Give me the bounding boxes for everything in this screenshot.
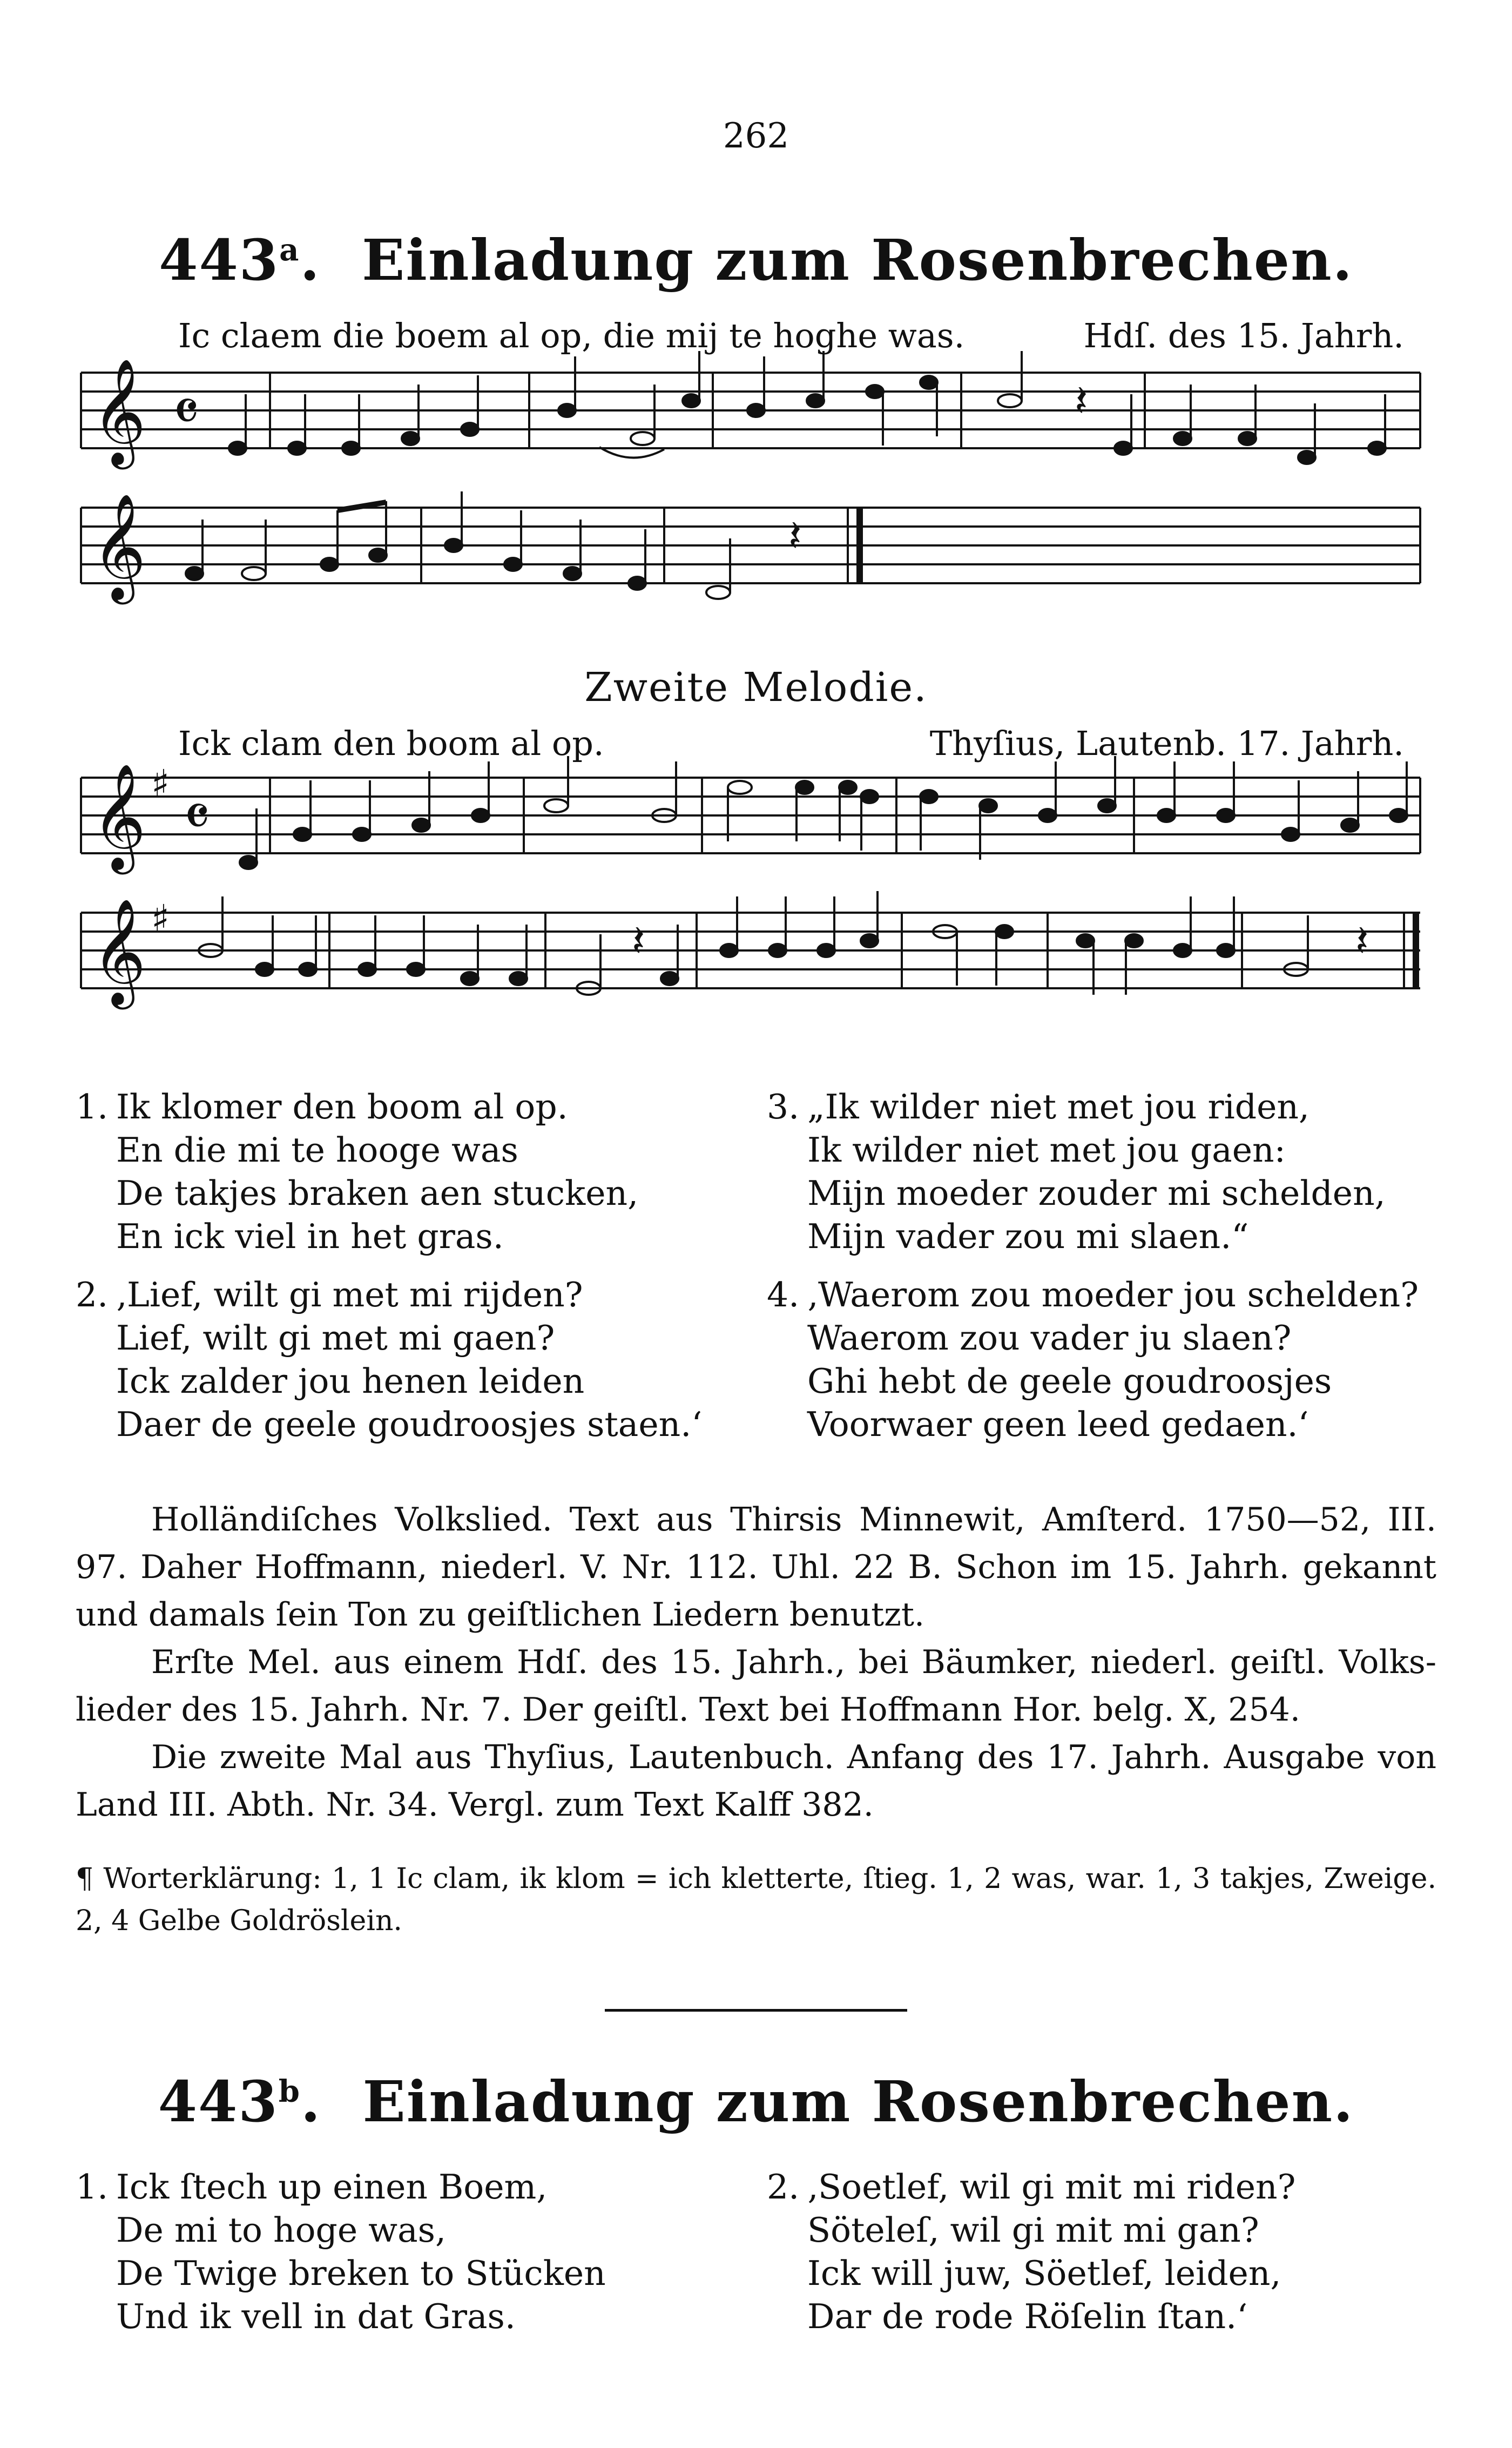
verses-right-443a bbox=[767, 1085, 1447, 1446]
melody2-incipit: Ick clam den boom al op. bbox=[178, 724, 604, 763]
melody1-incipit: Ic claem die boem al op, die mij te hoghe was. bbox=[178, 316, 965, 355]
song-title-text: Einladung zum Rosenbrechen. bbox=[362, 227, 1353, 293]
melody2-heading: Zweite Melodie. bbox=[584, 664, 928, 711]
svg-text:𝄽: 𝄽 bbox=[1355, 916, 1369, 966]
rest-icon: 𝄽 bbox=[1075, 376, 1088, 426]
svg-text:𝄞: 𝄞 bbox=[92, 493, 146, 600]
commentary-paragraph-1: Holländiſches Volkslied. Text aus Thirsis Minnewit, Amſterd. 1750—52, III. 97. Daher Hoffmann, niederl. V. Nr. 112. Uhl. 22 B. Schon im 15. Jahrh. gekannt und damals ſein Ton zu geiſtlichen Liedern benutzt. bbox=[76, 1501, 1436, 1634]
verse-3: 3. „Ik wilder niet met jou riden, Ik wilder niet met jou gaen: Mijn moeder zouder mi schelden, Mijn vader zou mi slaen.“ bbox=[767, 1087, 1386, 1256]
song-title-443a: 443$^a$. Einladung zum Rosenbrechen. bbox=[159, 227, 1353, 293]
svg-text:𝄴: 𝄴 bbox=[184, 782, 211, 851]
song-suffix: b bbox=[278, 2074, 301, 2109]
svg-text:𝄞: 𝄞 bbox=[92, 898, 146, 1005]
melody1-source: Hdſ. des 15. Jahrh. bbox=[1083, 316, 1404, 355]
glossary: ¶ Worterklärung: 1, 1 Ic clam, ik klom = ich kletterte, ſtieg. 1, 2 was, war. 1, 3 takjes, Zweige. 2, 4 Gelbe Goldröslein. bbox=[76, 1863, 1436, 1937]
section-divider bbox=[605, 2009, 907, 2012]
verse-1: 1. Ik klomer den boom al op. En die mi te hooge was De takjes braken aen stucken, En ick viel in het gras. bbox=[76, 1087, 639, 1256]
page-number: 262 bbox=[723, 116, 789, 156]
song-number: 443 bbox=[159, 227, 280, 293]
svg-text:𝄽: 𝄽 bbox=[632, 916, 645, 966]
commentary-paragraph-3: Die zweite Mal aus Thyſius, Lautenbuch. Anfang des 17. Jahrh. Ausgabe von Land III. Abth. Nr. 34. Vergl. zum Text Kalff 382. bbox=[76, 1738, 1436, 1824]
treble-clef-icon: 𝄞 bbox=[92, 358, 146, 465]
verses-left-443b bbox=[76, 2166, 724, 2338]
common-time-icon: 𝄴 bbox=[173, 377, 200, 446]
song-title-text: Einladung zum Rosenbrechen. bbox=[362, 2068, 1354, 2135]
melody2-source: Thyſius, Lautenb. 17. Jahrh. bbox=[929, 724, 1404, 763]
music-staff-4 bbox=[70, 891, 1431, 1021]
verse-2: 2. ‚Lief, wilt gi met mi rijden? Lief, wilt gi met mi gaen? Ick zalder jou henen leiden Daer de geele goudroosjes staen.‘ bbox=[76, 1275, 703, 1444]
sharp-icon: ♯ bbox=[151, 761, 170, 806]
commentary bbox=[76, 1496, 1436, 1829]
verses-right-443b bbox=[767, 2166, 1447, 2338]
song-number: 443 bbox=[158, 2068, 279, 2135]
music-staff-1 bbox=[70, 351, 1431, 481]
song-title-443b: 443$^b$. Einladung zum Rosenbrechen. bbox=[158, 2068, 1354, 2135]
svg-text:𝄽: 𝄽 bbox=[788, 511, 802, 561]
commentary-paragraph-2: Erſte Mel. aus einem Hdſ. des 15. Jahrh., bei Bäumker, niederl. geiſtl. Volkslieder des 15. Jahrh. Nr. 7. Der geiſtl. Text bei Hoffmann Hor. belg. X, 254. bbox=[76, 1643, 1436, 1729]
music-staff-3 bbox=[70, 756, 1431, 886]
verses-left-443a bbox=[76, 1085, 724, 1446]
music-staff-2 bbox=[70, 486, 1431, 616]
verse-2: 2. ‚Soetlef, wil gi mit mi riden? Söteleſ, wil gi mit mi gan? Ick will juw, Söetlef, leiden, Dar de rode Röſelin ſtan.‘ bbox=[767, 2167, 1296, 2336]
svg-text:𝄞: 𝄞 bbox=[92, 763, 146, 870]
verse-1: 1. Ick ſtech up einen Boem, De mi to hoge was, De Twige breken to Stücken Und ik vell in dat Gras. bbox=[76, 2167, 606, 2336]
song-suffix: a bbox=[279, 232, 300, 268]
verse-4: 4. ‚Waerom zou moeder jou schelden? Waerom zou vader ju slaen? Ghi hebt de geele goudroosjes Voorwaer geen leed gedaen.‘ bbox=[767, 1275, 1419, 1444]
svg-text:♯: ♯ bbox=[151, 896, 170, 941]
